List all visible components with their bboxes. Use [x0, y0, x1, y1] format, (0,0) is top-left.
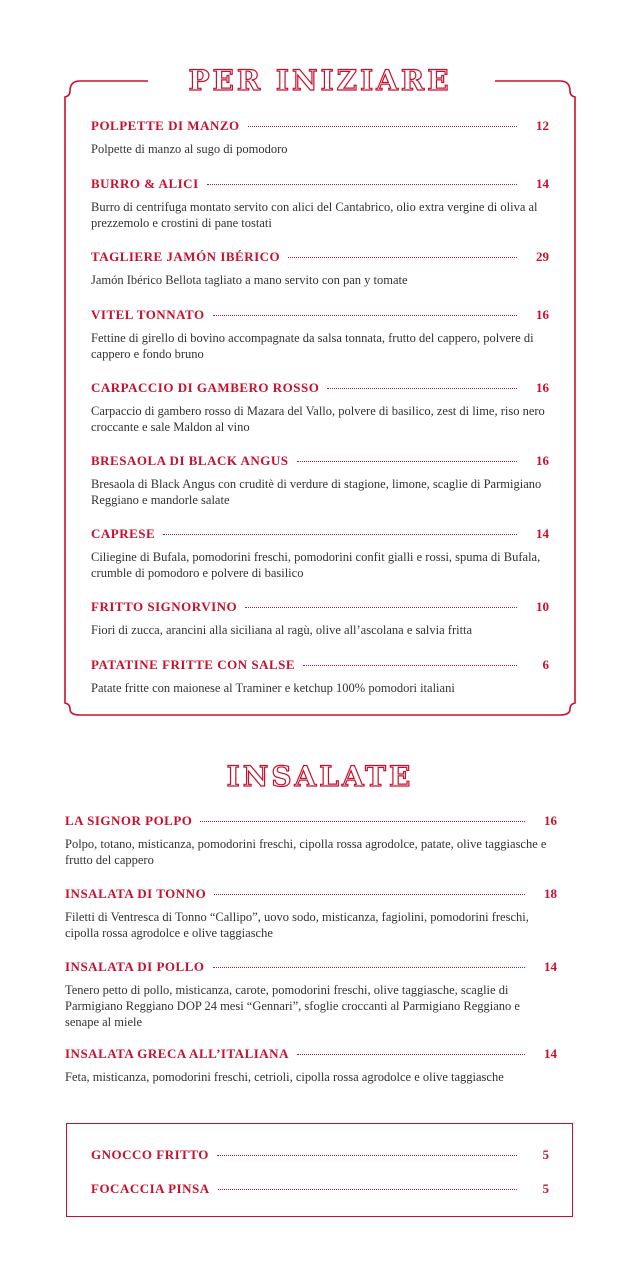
item-description: Ciliegine di Bufala, pomodorini freschi, pomodorini confit gialli e rossi, spuma di Bufala, crumble di pomodoro e polvere di basilico — [91, 550, 541, 580]
item-price: 29 — [536, 249, 549, 264]
dot-leader — [214, 894, 525, 895]
item-price: 16 — [536, 453, 549, 468]
item-price: 16 — [536, 380, 549, 395]
item-name: FRITTO SIGNORVINO — [91, 599, 238, 614]
item-name: CARPACCIO DI GAMBERO ROSSO — [91, 380, 320, 395]
dot-leader — [200, 821, 525, 822]
menu-item — [91, 657, 549, 696]
item-name: PATATINE FRITTE CON SALSE — [91, 657, 296, 672]
item-price: 10 — [536, 599, 549, 614]
dot-leader — [288, 257, 517, 258]
item-name: CAPRESE — [91, 526, 156, 541]
item-price: 16 — [536, 307, 549, 322]
menu-item — [91, 380, 549, 435]
item-description: Polpo, totano, misticanza, pomodorini freschi, cipolla rossa agrodolce, patate, olive taggiasche e frutto del cappero — [65, 837, 547, 867]
item-name: INSALATA DI POLLO — [65, 959, 205, 974]
item-description: Fettine di girello di bovino accompagnate da salsa tonnata, frutto del cappero, polvere di cappero e fondo bruno — [91, 331, 534, 361]
menu-item — [91, 176, 549, 231]
item-description: Bresaola di Black Angus con cruditè di verdure di stagione, limone, scaglie di Parmigiano Reggiano e mandorle salate — [91, 477, 542, 507]
section-title-per-iniziare: PER INIZIARE — [0, 64, 640, 97]
menu-item — [91, 599, 549, 638]
item-description: Feta, misticanza, pomodorini freschi, cetrioli, cipolla rossa agrodolce e olive taggiasche — [65, 1070, 504, 1084]
extras-box — [66, 1123, 573, 1217]
item-name: LA SIGNOR POLPO — [65, 813, 193, 828]
item-name: INSALATA GRECA ALL’ITALIANA — [65, 1046, 289, 1061]
menu-item — [65, 813, 557, 868]
item-description: Polpette di manzo al sugo di pomodoro — [91, 142, 288, 156]
item-description: Fiori di zucca, arancini alla siciliana al ragù, olive all’ascolana e salvia fritta — [91, 623, 473, 637]
item-name: INSALATA DI TONNO — [65, 886, 207, 901]
menu-item — [91, 307, 549, 362]
dot-leader — [297, 461, 517, 462]
menu-item — [91, 526, 549, 581]
dot-leader — [327, 388, 517, 389]
extras-item — [91, 1147, 549, 1163]
menu-item — [91, 249, 549, 288]
item-name: VITEL TONNATO — [91, 307, 205, 322]
item-price: 14 — [544, 959, 557, 974]
item-price: 5 — [542, 1147, 549, 1162]
dot-leader — [248, 126, 517, 127]
dot-leader — [213, 315, 517, 316]
item-price: 12 — [536, 118, 549, 133]
item-name: BRESAOLA DI BLACK ANGUS — [91, 453, 289, 468]
item-price: 14 — [536, 526, 549, 541]
menu-item — [91, 118, 549, 157]
item-price: 6 — [542, 657, 549, 672]
dot-leader — [303, 665, 517, 666]
item-description: Carpaccio di gambero rosso di Mazara del Vallo, polvere di basilico, zest di lime, riso nero croccante e sale Maldon al vino — [91, 404, 545, 434]
menu-item — [65, 1046, 557, 1085]
item-price: 18 — [544, 886, 557, 901]
dot-leader — [218, 1189, 517, 1190]
item-name: BURRO & ALICI — [91, 176, 199, 191]
item-name: FOCACCIA PINSA — [91, 1181, 210, 1196]
section-title-insalate: INSALATE — [0, 760, 640, 793]
item-description: Burro di centrifuga montato servito con alici del Cantabrico, olio extra vergine di oliva al prezzemolo e crostini di pane tostati — [91, 200, 538, 230]
dot-leader — [245, 607, 517, 608]
item-name: TAGLIERE JAMÓN IBÉRICO — [91, 249, 281, 264]
dot-leader — [213, 967, 526, 968]
item-description: Patate fritte con maionese al Traminer e ketchup 100% pomodori italiani — [91, 681, 455, 695]
item-description: Tenero petto di pollo, misticanza, carote, pomodorini freschi, olive taggiasche, scaglie di Parmigiano Reggiano DOP 24 mesi “Gennari”, sfoglie croccanti al Parmigiano Reggiano e senape al miele — [65, 983, 520, 1029]
item-description: Jamón Ibérico Bellota tagliato a mano servito con pan y tomate — [91, 273, 408, 287]
item-price: 5 — [542, 1181, 549, 1196]
menu-item — [65, 959, 557, 1030]
item-price: 14 — [544, 1046, 557, 1061]
dot-leader — [207, 184, 517, 185]
item-price: 16 — [544, 813, 557, 828]
item-name: POLPETTE DI MANZO — [91, 118, 240, 133]
item-description: Filetti di Ventresca di Tonno “Callipo”, uovo sodo, misticanza, fagiolini, pomodorini freschi, cipolla rossa agrodolce e olive taggiasche — [65, 910, 529, 940]
item-name: GNOCCO FRITTO — [91, 1147, 209, 1162]
item-price: 14 — [536, 176, 549, 191]
dot-leader — [217, 1155, 517, 1156]
dot-leader — [163, 534, 517, 535]
dot-leader — [297, 1054, 525, 1055]
menu-item — [91, 453, 549, 508]
extras-item — [91, 1181, 549, 1197]
menu-item — [65, 886, 557, 941]
